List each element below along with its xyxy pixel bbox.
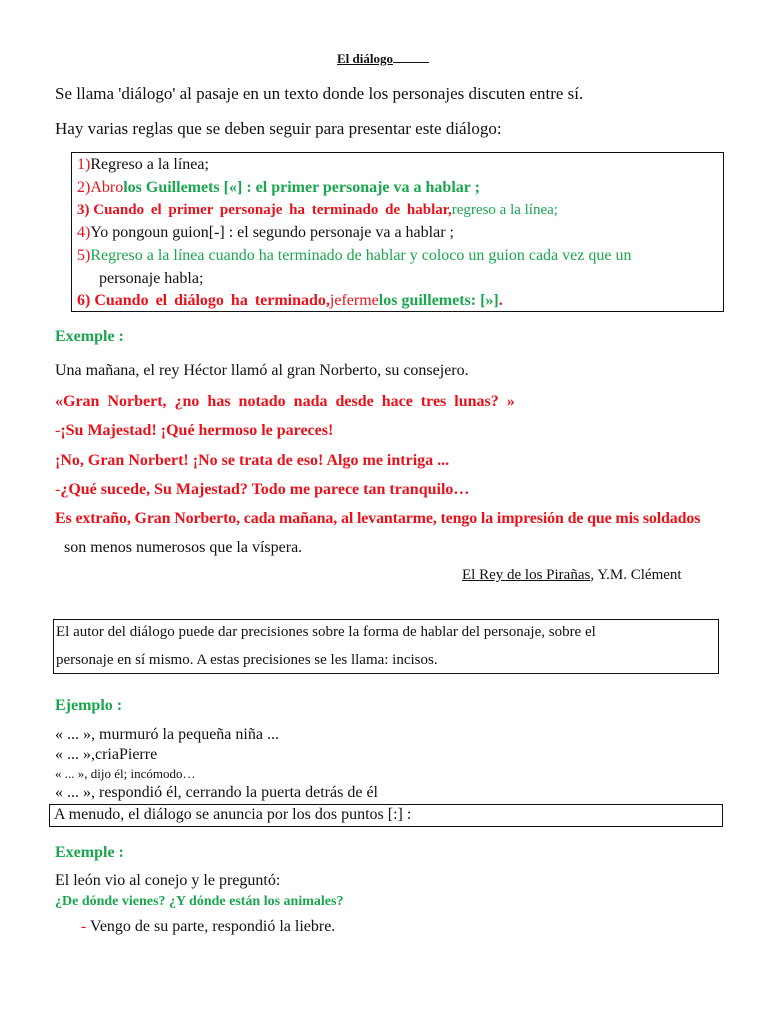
incisos-line: El autor del diálogo puede dar precisiones sobre la forma de hablar del personaje, sobre el <box>56 624 596 640</box>
example-3-heading: Exemple : <box>55 844 124 861</box>
example-3-line: ¿De dónde vienes? ¿Y dónde están los animales? <box>55 894 344 909</box>
example-1-heading: Exemple : <box>55 328 124 345</box>
rule-3: 3) Cuando el primer personaje ha terminado de hablar,regreso a la línea; <box>77 202 558 218</box>
rule-5-continuation: personaje habla; <box>99 270 204 287</box>
title-underline <box>393 52 429 63</box>
example-1-line: ¡No, Gran Norbert! ¡No se trata de eso! Algo me intriga ... <box>55 452 450 469</box>
example-1-line: Una mañana, el rey Héctor llamó al gran Norberto, su consejero. <box>55 362 469 379</box>
example-2-line: « ... »,criaPierre <box>55 746 158 763</box>
example-2-heading: Ejemplo : <box>55 697 123 714</box>
example-1-line: -¡Su Majestad! ¡Qué hermoso le pareces! <box>55 422 334 439</box>
example-1-line: son menos numerosos que la víspera. <box>64 539 303 556</box>
page-title: El diálogo <box>337 51 429 67</box>
example-1-line: Es extraño, Gran Norberto, cada mañana, al levantarme, tengo la impresión de que mis soldados <box>55 510 701 527</box>
incisos-line: personaje en sí mismo. A estas precisiones se les llama: incisos. <box>56 652 438 668</box>
rule-1: 1)Regreso a la línea; <box>77 156 209 173</box>
example-3-line: - Vengo de su parte, respondió la liebre. <box>81 918 336 935</box>
example-2-line: « ... », dijo él; incómodo… <box>55 766 196 781</box>
example-1-line: -¿Qué sucede, Su Majestad? Todo me parece tan tranquilo… <box>55 481 470 498</box>
rule-2: 2)Abrolos Guillemets [«] : el primer personaje va a hablar ; <box>77 179 480 196</box>
rule-5: 5)Regreso a la línea cuando ha terminado de hablar y coloco un guion cada vez que un <box>77 247 632 264</box>
intro-paragraph-1: Se llama 'diálogo' al pasaje en un texto donde los personajes discuten entre sí. <box>55 84 584 103</box>
example-1-line: «Gran Norbert, ¿no has notado nada desde hace tres lunas? » <box>55 393 515 410</box>
intro-paragraph-2: Hay varias reglas que se deben seguir para presentar este diálogo: <box>55 119 502 138</box>
colon-box-text: A menudo, el diálogo se anuncia por los dos puntos [:] : <box>54 806 412 823</box>
example-2-line: « ... », murmuró la pequeña niña ... <box>55 726 279 743</box>
rule-6: 6) Cuando el diálogo ha terminado,jefermelos guillemets: [»]. <box>77 292 503 309</box>
rule-4: 4)Yo pongoun guion[-] : el segundo personaje va a hablar ; <box>77 224 454 241</box>
source-citation: El Rey de los Pirañas, Y.M. Clément <box>462 567 682 583</box>
example-2-line: « ... », respondió él, cerrando la puerta detrás de él <box>55 784 378 801</box>
example-3-line: El león vio al conejo y le preguntó: <box>55 872 281 889</box>
